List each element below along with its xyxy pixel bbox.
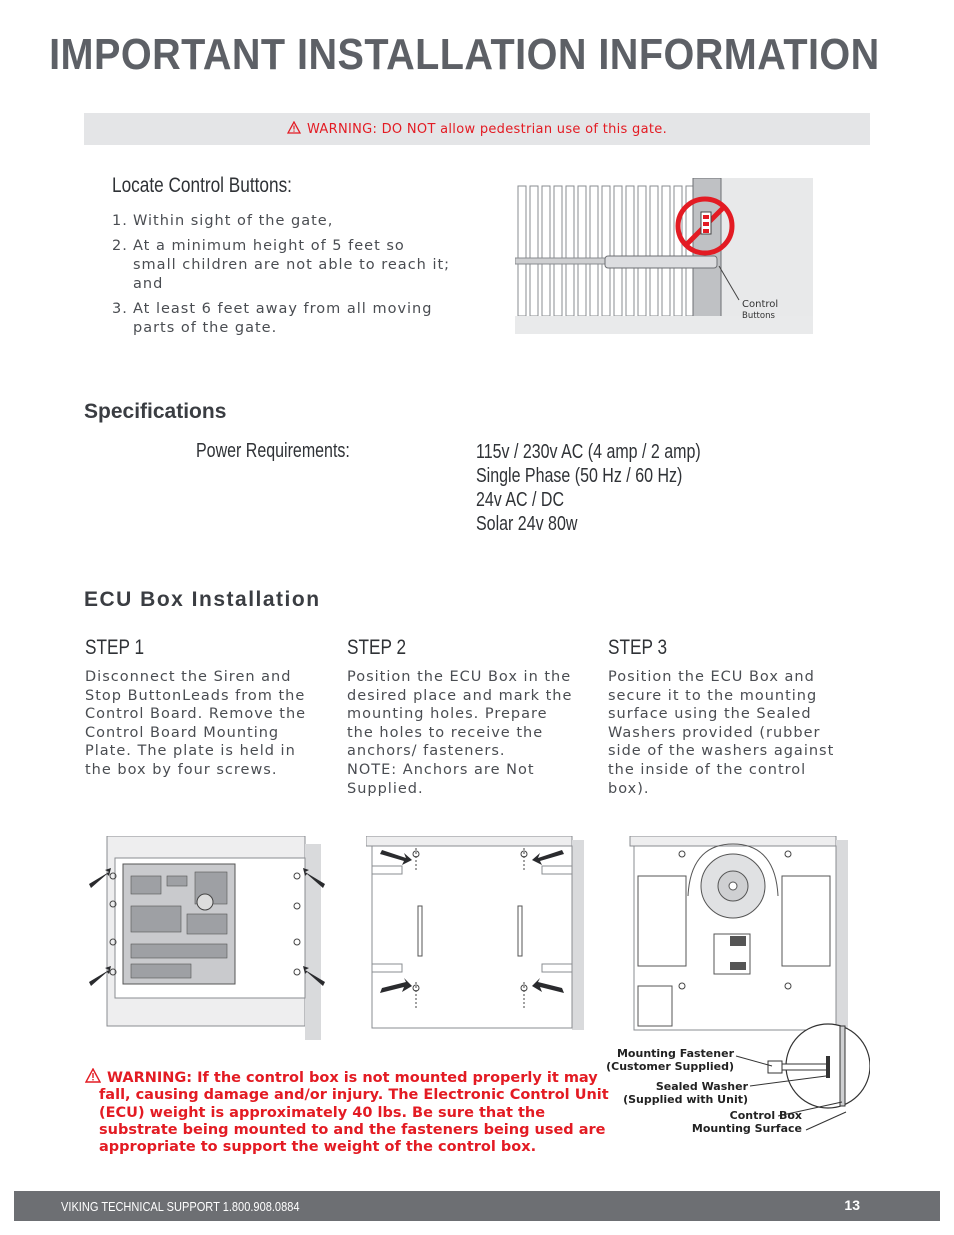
weight-warning: [85, 1068, 619, 1156]
step3-body: Position the ECU Box and secure it to the mounting surface using the Sealed Washers provided (rubber side of the washers against the inside of the control box).: [608, 669, 835, 797]
warning-triangle-icon: [85, 1068, 101, 1083]
power-value: 115v / 230v AC (4 amp / 2 amp): [476, 441, 701, 463]
step2-illustration: [366, 836, 584, 1032]
step1-title: STEP 1: [85, 636, 145, 659]
list-item: 2. At a minimum height of 5 feet so small children are not able to reach it; and: [112, 238, 451, 292]
step1-body: Disconnect the Siren and Stop ButtonLeads from the Control Board. Remove the Control Board Mounting Plate. The plate is held in the box by four screws.: [85, 669, 307, 778]
step2-body: Position the ECU Box in the desired place and mark the mounting holes. Prepare the holes to receive the anchors/ fasteners. NOTE: Anchors are Not Supplied.: [347, 669, 573, 797]
power-value: Solar 24v 80w: [476, 513, 578, 535]
support-phone: VIKING TECHNICAL SUPPORT 1.800.908.0884: [61, 1199, 300, 1214]
gate-illustration: [515, 178, 813, 336]
fastener-label: Mounting Fastener (Customer Supplied): [606, 1047, 734, 1073]
specifications-heading: Specifications: [84, 400, 227, 423]
ecu-heading: ECU Box Installation: [84, 588, 321, 611]
surface-label: Control Box Mounting Surface: [691, 1109, 802, 1135]
locate-heading: Locate Control Buttons:: [112, 174, 292, 197]
footer-bar: [14, 1191, 940, 1221]
page-title: IMPORTANT INSTALLATION INFORMATION: [49, 30, 880, 79]
control-label: Control: [742, 299, 779, 310]
washer-label: Sealed Washer (Supplied with Unit): [623, 1080, 748, 1106]
list-item: 3. At least 6 feet away from all moving parts of the gate.: [112, 301, 433, 336]
buttons-label: Buttons: [742, 311, 775, 321]
weight-warning-text: WARNING: If the control box is not mounted properly it may fall, causing damage and/or injury. The Electronic Control Unit (ECU) weight is approximately 40 lbs. Be sure that the substrate being mounted to and the fasteners being used are appropriate to support the weight of the control box.: [99, 1070, 609, 1156]
power-values: [476, 440, 701, 536]
locate-list: [112, 212, 452, 344]
list-item: 1. Within sight of the gate,: [112, 213, 334, 229]
warning-triangle-icon: [287, 121, 301, 134]
warning-banner: [84, 113, 870, 145]
power-value: Single Phase (50 Hz / 60 Hz): [476, 465, 683, 487]
page-number: 13: [844, 1197, 860, 1213]
step1-illustration: [87, 836, 327, 1046]
step2-title: STEP 2: [347, 636, 407, 659]
power-requirements-label: Power Requirements:: [196, 440, 350, 462]
power-value: 24v AC / DC: [476, 489, 565, 511]
warning-banner-text: WARNING: DO NOT allow pedestrian use of this gate.: [306, 122, 668, 137]
step3-title: STEP 3: [608, 636, 668, 659]
